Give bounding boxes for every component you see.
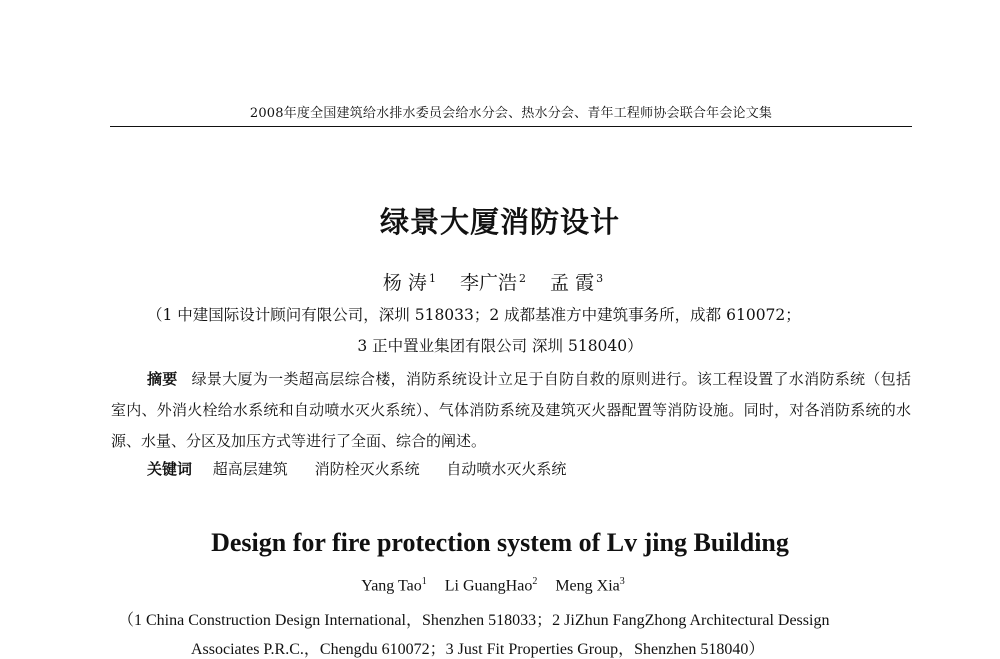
english-affiliation-line-2: Associates P.R.C.，Chengdu 610072；3 Just Fit Properties Group，Shenzhen 518040） — [191, 641, 765, 658]
abstract-label: 摘要 — [147, 370, 178, 388]
cn-author-name: 孟 霞 — [550, 272, 595, 294]
chinese-authors — [0, 268, 1000, 295]
cn-author-sup: 1 — [428, 271, 436, 285]
abstract-text: 绿景大厦为一类超高层综合楼，消防系统设计立足于自防自救的原则进行。该工程设置了水消防系统（包括室内、外消火栓给水系统和自动喷水灭火系统）、气体消防系统及建筑灭火器配置等消防设施。同时，对各消防系统的水源、水量、分区及加压方式等进行了全面、综合的阐述。 — [111, 370, 911, 450]
cn-author-sup: 2 — [519, 271, 526, 285]
en-author-name: Li GuangHao — [444, 577, 533, 595]
chinese-affiliation-line-2: 3 正中置业集团有限公司 深圳 518040） — [357, 337, 643, 355]
chinese-title: 绿景大厦消防设计 — [379, 205, 620, 239]
keyword: 超高层建筑 — [212, 460, 288, 478]
chinese-abstract — [111, 364, 911, 457]
en-author-sup: 2 — [532, 576, 538, 587]
chinese-keywords — [147, 458, 588, 479]
keywords-label: 关键词 — [147, 460, 193, 478]
header-rule — [110, 126, 912, 127]
en-author-sup: 3 — [619, 576, 625, 587]
chinese-affiliation-line-1: （1 中建国际设计顾问有限公司，深圳 518033；2 成都基准方中建筑事务所，成都 610072； — [147, 306, 801, 324]
english-title: Design for fire protection system of Lv jing Building — [211, 528, 789, 557]
en-author-sup: 1 — [421, 576, 427, 587]
keyword: 自动喷水灭火系统 — [446, 460, 567, 478]
keyword: 消防栓灭火系统 — [314, 460, 420, 478]
proceedings-header: 2008年度全国建筑给水排水委员会给水分会、热水分会、青年工程师协会联合年会论文集 — [249, 106, 773, 121]
cn-author-sup: 3 — [596, 271, 604, 285]
en-author-name: Yang Tao — [361, 577, 422, 595]
english-authors — [0, 576, 1000, 595]
cn-author-name: 李广浩 — [459, 272, 517, 294]
english-affiliation-line-1: （1 China Construction Design International，Shenzhen 518033；2 JiZhun FangZhong Architectural Dessign — [118, 612, 830, 629]
en-author-name: Meng Xia — [555, 577, 620, 595]
cn-author-name: 杨 涛 — [382, 272, 427, 294]
